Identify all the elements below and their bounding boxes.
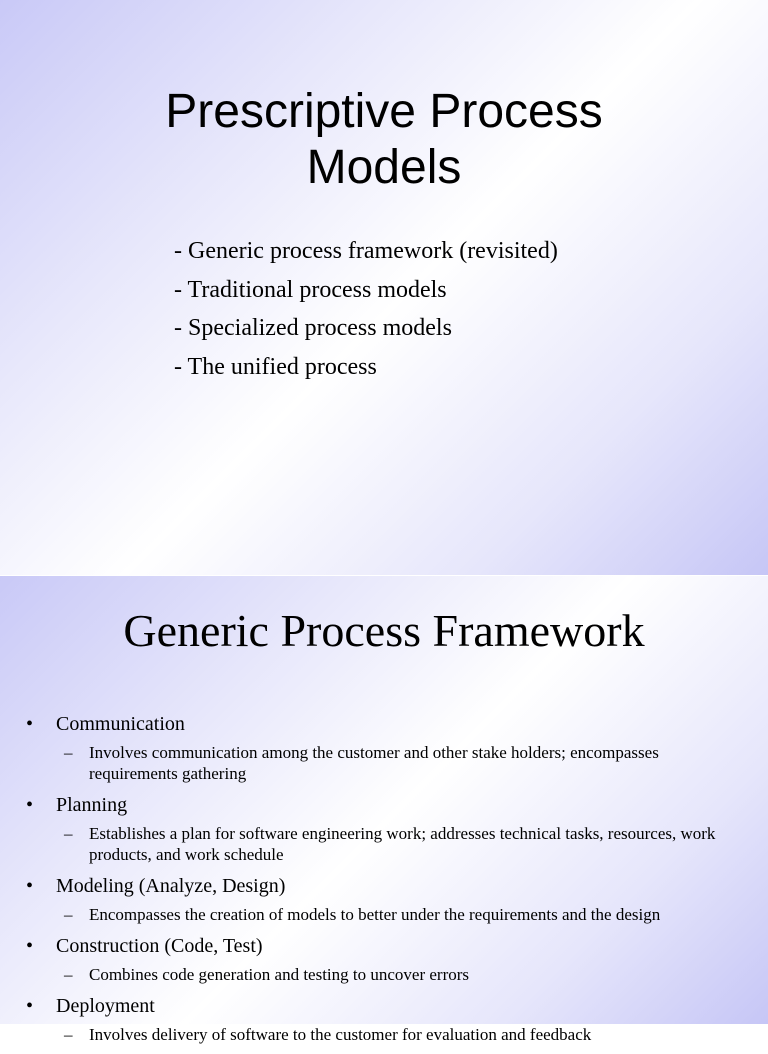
activity-deployment: [0, 994, 768, 1018]
bullet-icon: •: [26, 713, 34, 735]
activity-description-text: Involves communication among the customer and other stake holders; encompasses requirements gathering: [89, 743, 659, 783]
slide-title: [0, 84, 768, 196]
activity-description: [0, 1024, 768, 1045]
dash-icon: –: [64, 905, 73, 924]
bullet-icon: •: [26, 875, 34, 897]
topic-item: - The unified process: [174, 353, 377, 380]
activity-name: Planning: [56, 794, 128, 816]
topic-list: [174, 232, 558, 386]
activity-description-text: Combines code generation and testing to uncover errors: [89, 965, 470, 984]
activity-description: [0, 904, 768, 925]
activity-description-text: Involves delivery of software to the customer for evaluation and feedback: [89, 1025, 592, 1044]
slide-title: Generic Process Framework: [123, 605, 645, 656]
activity-name: Construction (Code, Test): [56, 935, 263, 957]
topic-item: - Specialized process models: [174, 315, 452, 341]
slide-title-line-2: Models: [306, 141, 462, 194]
bullet-icon: •: [26, 794, 34, 816]
bullet-icon: •: [26, 935, 34, 957]
activity-description: [0, 823, 768, 865]
activity-description: [0, 742, 768, 784]
slide-title-line-1: Prescriptive Process: [165, 85, 603, 138]
activity-modeling: [0, 874, 768, 898]
dash-icon: –: [64, 1025, 73, 1044]
dash-icon: –: [64, 824, 73, 843]
topic-item: - Traditional process models: [174, 276, 447, 303]
activity-description-text: Encompasses the creation of models to better under the requirements and the design: [89, 905, 661, 924]
activity-construction: [0, 934, 768, 958]
bullet-icon: •: [26, 995, 34, 1017]
activity-planning: [0, 793, 768, 817]
activity-name: Modeling (Analyze, Design): [56, 875, 286, 897]
activity-name: Deployment: [56, 995, 155, 1017]
activity-description: [0, 964, 768, 985]
topic-item: - Generic process framework (revisited): [174, 238, 558, 264]
activity-communication: [0, 712, 768, 736]
activity-name: Communication: [56, 713, 185, 735]
framework-activity-list: [0, 712, 768, 1054]
activity-description-text: Establishes a plan for software engineering work; addresses technical tasks, resources, work products, and work schedule: [89, 824, 716, 864]
dash-icon: –: [64, 743, 73, 762]
dash-icon: –: [64, 965, 73, 984]
